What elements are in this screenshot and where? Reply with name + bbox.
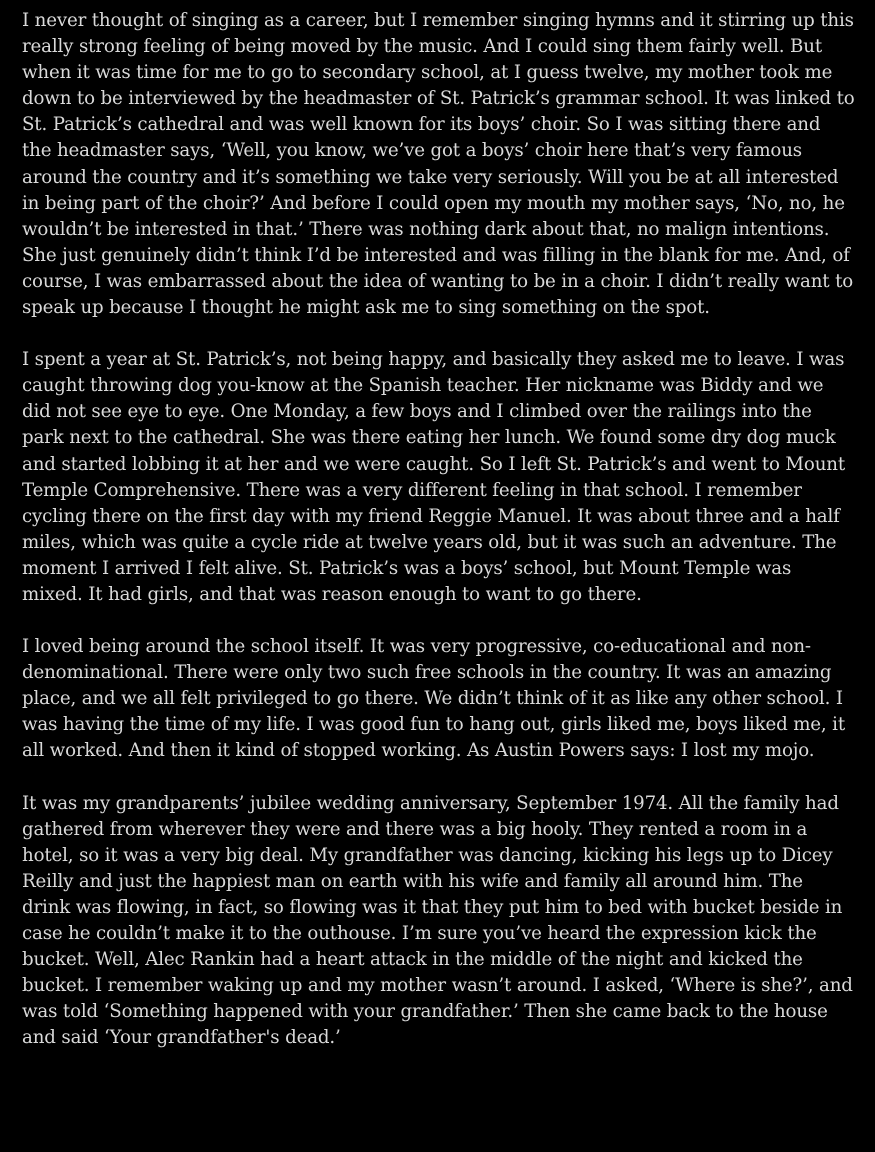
paragraph-mount-temple: I loved being around the school itself. It was very progressive, co-educational and non-denominational. There were only two such free schools in the country. It was an amazing place, and we all felt privileged to go there. We didn’t think of it as like any other school. I was having the time of my life. I was good fun to hang out, girls liked me, boys liked me, it all worked. And then it kind of stopped working. As Austin Powers says: I lost my mojo. — [22, 636, 845, 762]
paragraph-st-patricks: I spent a year at St. Patrick’s, not being happy, and basically they asked me to leave. I was caught throwing dog you-know at the Spanish teacher. Her nickname was Biddy and we did not see eye to eye. One Monday, a few boys and I climbed over the railings into the park next to the cathedral. She was there eating her lunch. We found some dry dog muck and started lobbing it at her and we were caught. So I left St. Patrick’s and went to Mount Temple Comprehensive. There was a very different feeling in that school. I remember cycling there on the first day with my friend Reggie Manuel. It was about three and a half miles, which was quite a cycle ride at twelve years old, but it was such an adventure. The moment I arrived I felt alive. St. Patrick’s was a boys’ school, but Mount Temple was mixed. It had girls, and that was reason enough to want to go there. — [22, 349, 845, 605]
paragraph-choir: I never thought of singing as a career, but I remember singing hymns and it stirring up this really strong feeling of being moved by the music. And I could sing them fairly well. But when it was time for me to go to secondary school, at I guess twelve, my mother took me down to be interviewed by the headmaster of St. Patrick’s grammar school. It was linked to St. Patrick’s cathedral and was well known for its boys’ choir. So I was sitting there and the headmaster says, ‘Well, you know, we’ve got a boys’ choir here that’s very famous around the country and it’s something we take very seriously. Will you be at all interested in being part of the choir?’ And before I could open my mouth my mother says, ‘No, no, he wouldn’t be interested in that.’ There was nothing dark about that, no malign intentions. She just genuinely didn’t think I’d be interested and was filling in the blank for me. And, of course, I was embarrassed about the idea of wanting to be in a choir. I didn’t really want to speak up because I thought he might ask me to sing something on the spot. — [22, 10, 855, 319]
paragraph-grandfather: It was my grandparents’ jubilee wedding anniversary, September 1974. All the family had gathered from wherever they were and there was a big hooly. They rented a room in a hotel, so it was a very big deal. My grandfather was dancing, kicking his legs up to Dicey Reilly and just the happiest man on earth with his wife and family all around him. The drink was flowing, in fact, so flowing was it that they put him to bed with bucket beside in case he couldn’t make it to the outhouse. I’m sure you’ve heard the expression kick the bucket. Well, Alec Rankin had a heart attack in the middle of the night and kicked the bucket. I remember waking up and my mother wasn’t around. I asked, ‘Where is she?’, and was told ‘Something happened with your grandfather.’ Then she came back to the house and said ‘Your grandfather's dead.’ — [22, 792, 853, 1049]
